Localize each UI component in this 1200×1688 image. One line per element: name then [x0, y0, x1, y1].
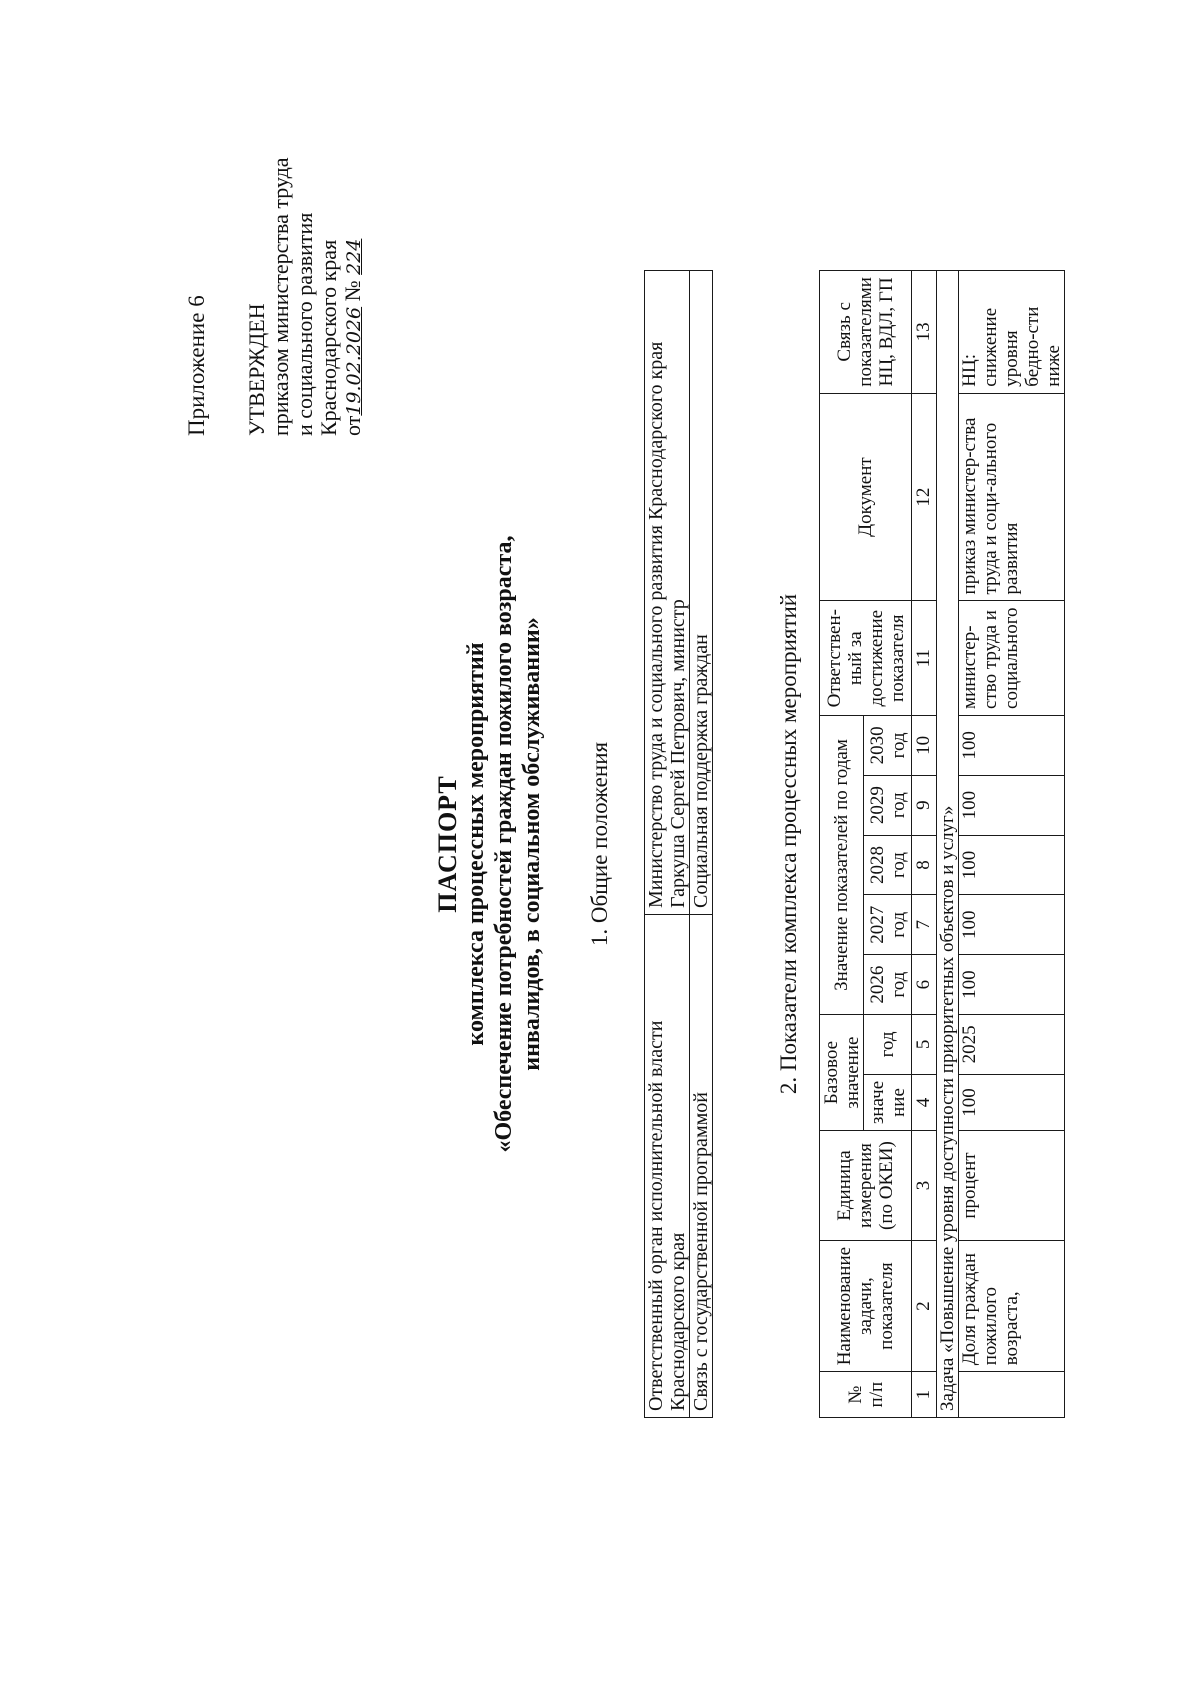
col-header-num: № п/п	[820, 1372, 912, 1418]
indicators-table	[819, 270, 1065, 1418]
cell-responsible: министер-ство труда и социального	[959, 601, 1065, 716]
date-prefix: от	[340, 415, 365, 436]
column-number: 8	[912, 835, 937, 895]
column-number: 2	[912, 1240, 937, 1371]
cell-2027: 100	[959, 895, 1065, 955]
col-header-2027: 2027 год	[864, 895, 912, 955]
section-1-heading: 1. Общие положения	[587, 741, 612, 947]
col-header-responsible: Ответствен-ный за достижение показателя	[820, 601, 912, 716]
appendix-label: Приложение 6	[184, 295, 209, 436]
cell-base-value: 100	[959, 1074, 1065, 1130]
table-cell: Ответственный орган исполнительной власти Краснодарского края	[645, 915, 690, 1418]
table-row	[645, 271, 690, 1418]
document-title	[434, 0, 546, 1688]
table-row	[690, 271, 713, 1418]
column-number: 12	[912, 393, 937, 601]
column-number: 10	[912, 715, 937, 775]
cell-link: НЦ: снижение уровня бедно-сти ниже	[959, 271, 1065, 394]
col-header-2029: 2029 год	[864, 775, 912, 835]
order-date-line	[341, 157, 366, 436]
cell-2030: 100	[959, 715, 1065, 775]
cell-num	[959, 1372, 1065, 1418]
col-header-unit: Единица измерения (по ОКЕИ)	[820, 1131, 912, 1241]
column-number: 13	[912, 271, 937, 394]
approval-block	[245, 157, 366, 436]
cell-unit: процент	[959, 1131, 1065, 1241]
col-header-2026: 2026 год	[864, 955, 912, 1015]
col-header-2030: 2030 год	[864, 715, 912, 775]
order-number: 224	[343, 238, 365, 275]
table-row	[959, 271, 1065, 1418]
column-number: 3	[912, 1131, 937, 1241]
column-number: 4	[912, 1074, 937, 1130]
table-header-row	[820, 271, 864, 1418]
section-2-heading: 2. Показатели комплекса процессных мероприятий	[776, 593, 801, 1095]
approved-label: УТВЕРЖДЕН	[244, 303, 269, 436]
table-cell: Министерство труда и социального развития Краснодарского края Гаркуша Сергей Петрович, министр	[645, 271, 690, 915]
col-header-2028: 2028 год	[864, 835, 912, 895]
order-line-1: приказом министерства труда	[268, 157, 293, 436]
column-number: 11	[912, 601, 937, 716]
column-number: 1	[912, 1372, 937, 1418]
title-line-1: ПАСПОРТ	[433, 775, 462, 913]
col-header-link: Связь с показателями НЦ, ВДЛ, ГП	[820, 271, 912, 394]
number-sign: №	[340, 280, 365, 302]
col-header-values: Значение показателей по годам	[820, 715, 864, 1014]
column-number: 9	[912, 775, 937, 835]
column-number: 7	[912, 895, 937, 955]
col-header-document: Документ	[820, 393, 912, 601]
title-line-3: «Обеспечение потребностей граждан пожилого возраста,	[491, 535, 517, 1153]
table-cell: Связь с государственной программой	[690, 915, 713, 1418]
order-line-2: и социального развития	[292, 212, 317, 436]
task-title: Задача «Повышение уровня доступности приоритетных объектов и услуг»	[937, 271, 959, 1418]
title-line-4: инвалидов, в социальном обслуживании»	[519, 617, 545, 1071]
order-line-3: Краснодарского края	[316, 239, 341, 436]
column-number: 6	[912, 955, 937, 1015]
cell-2029: 100	[959, 775, 1065, 835]
general-provisions-table	[644, 270, 713, 1418]
cell-document: приказ министер-ства труда и соци-ального развития	[959, 393, 1065, 601]
task-row	[937, 271, 959, 1418]
col-header-base-value: значе ние	[864, 1074, 912, 1130]
cell-name: Доля граждан пожилого возраста,	[959, 1240, 1065, 1371]
col-header-base-year: год	[864, 1015, 912, 1075]
col-header-name: Наименование задачи, показателя	[820, 1240, 912, 1371]
column-number: 5	[912, 1015, 937, 1075]
order-date: 19.02.2026	[343, 306, 365, 416]
col-header-base: Базовое значение	[820, 1015, 864, 1131]
cell-base-year: 2025	[959, 1015, 1065, 1075]
cell-2026: 100	[959, 955, 1065, 1015]
column-number-row	[912, 271, 937, 1418]
title-line-2: комплекса процессных мероприятий	[463, 642, 489, 1046]
table-cell: Социальная поддержка граждан	[690, 271, 713, 915]
cell-2028: 100	[959, 835, 1065, 895]
